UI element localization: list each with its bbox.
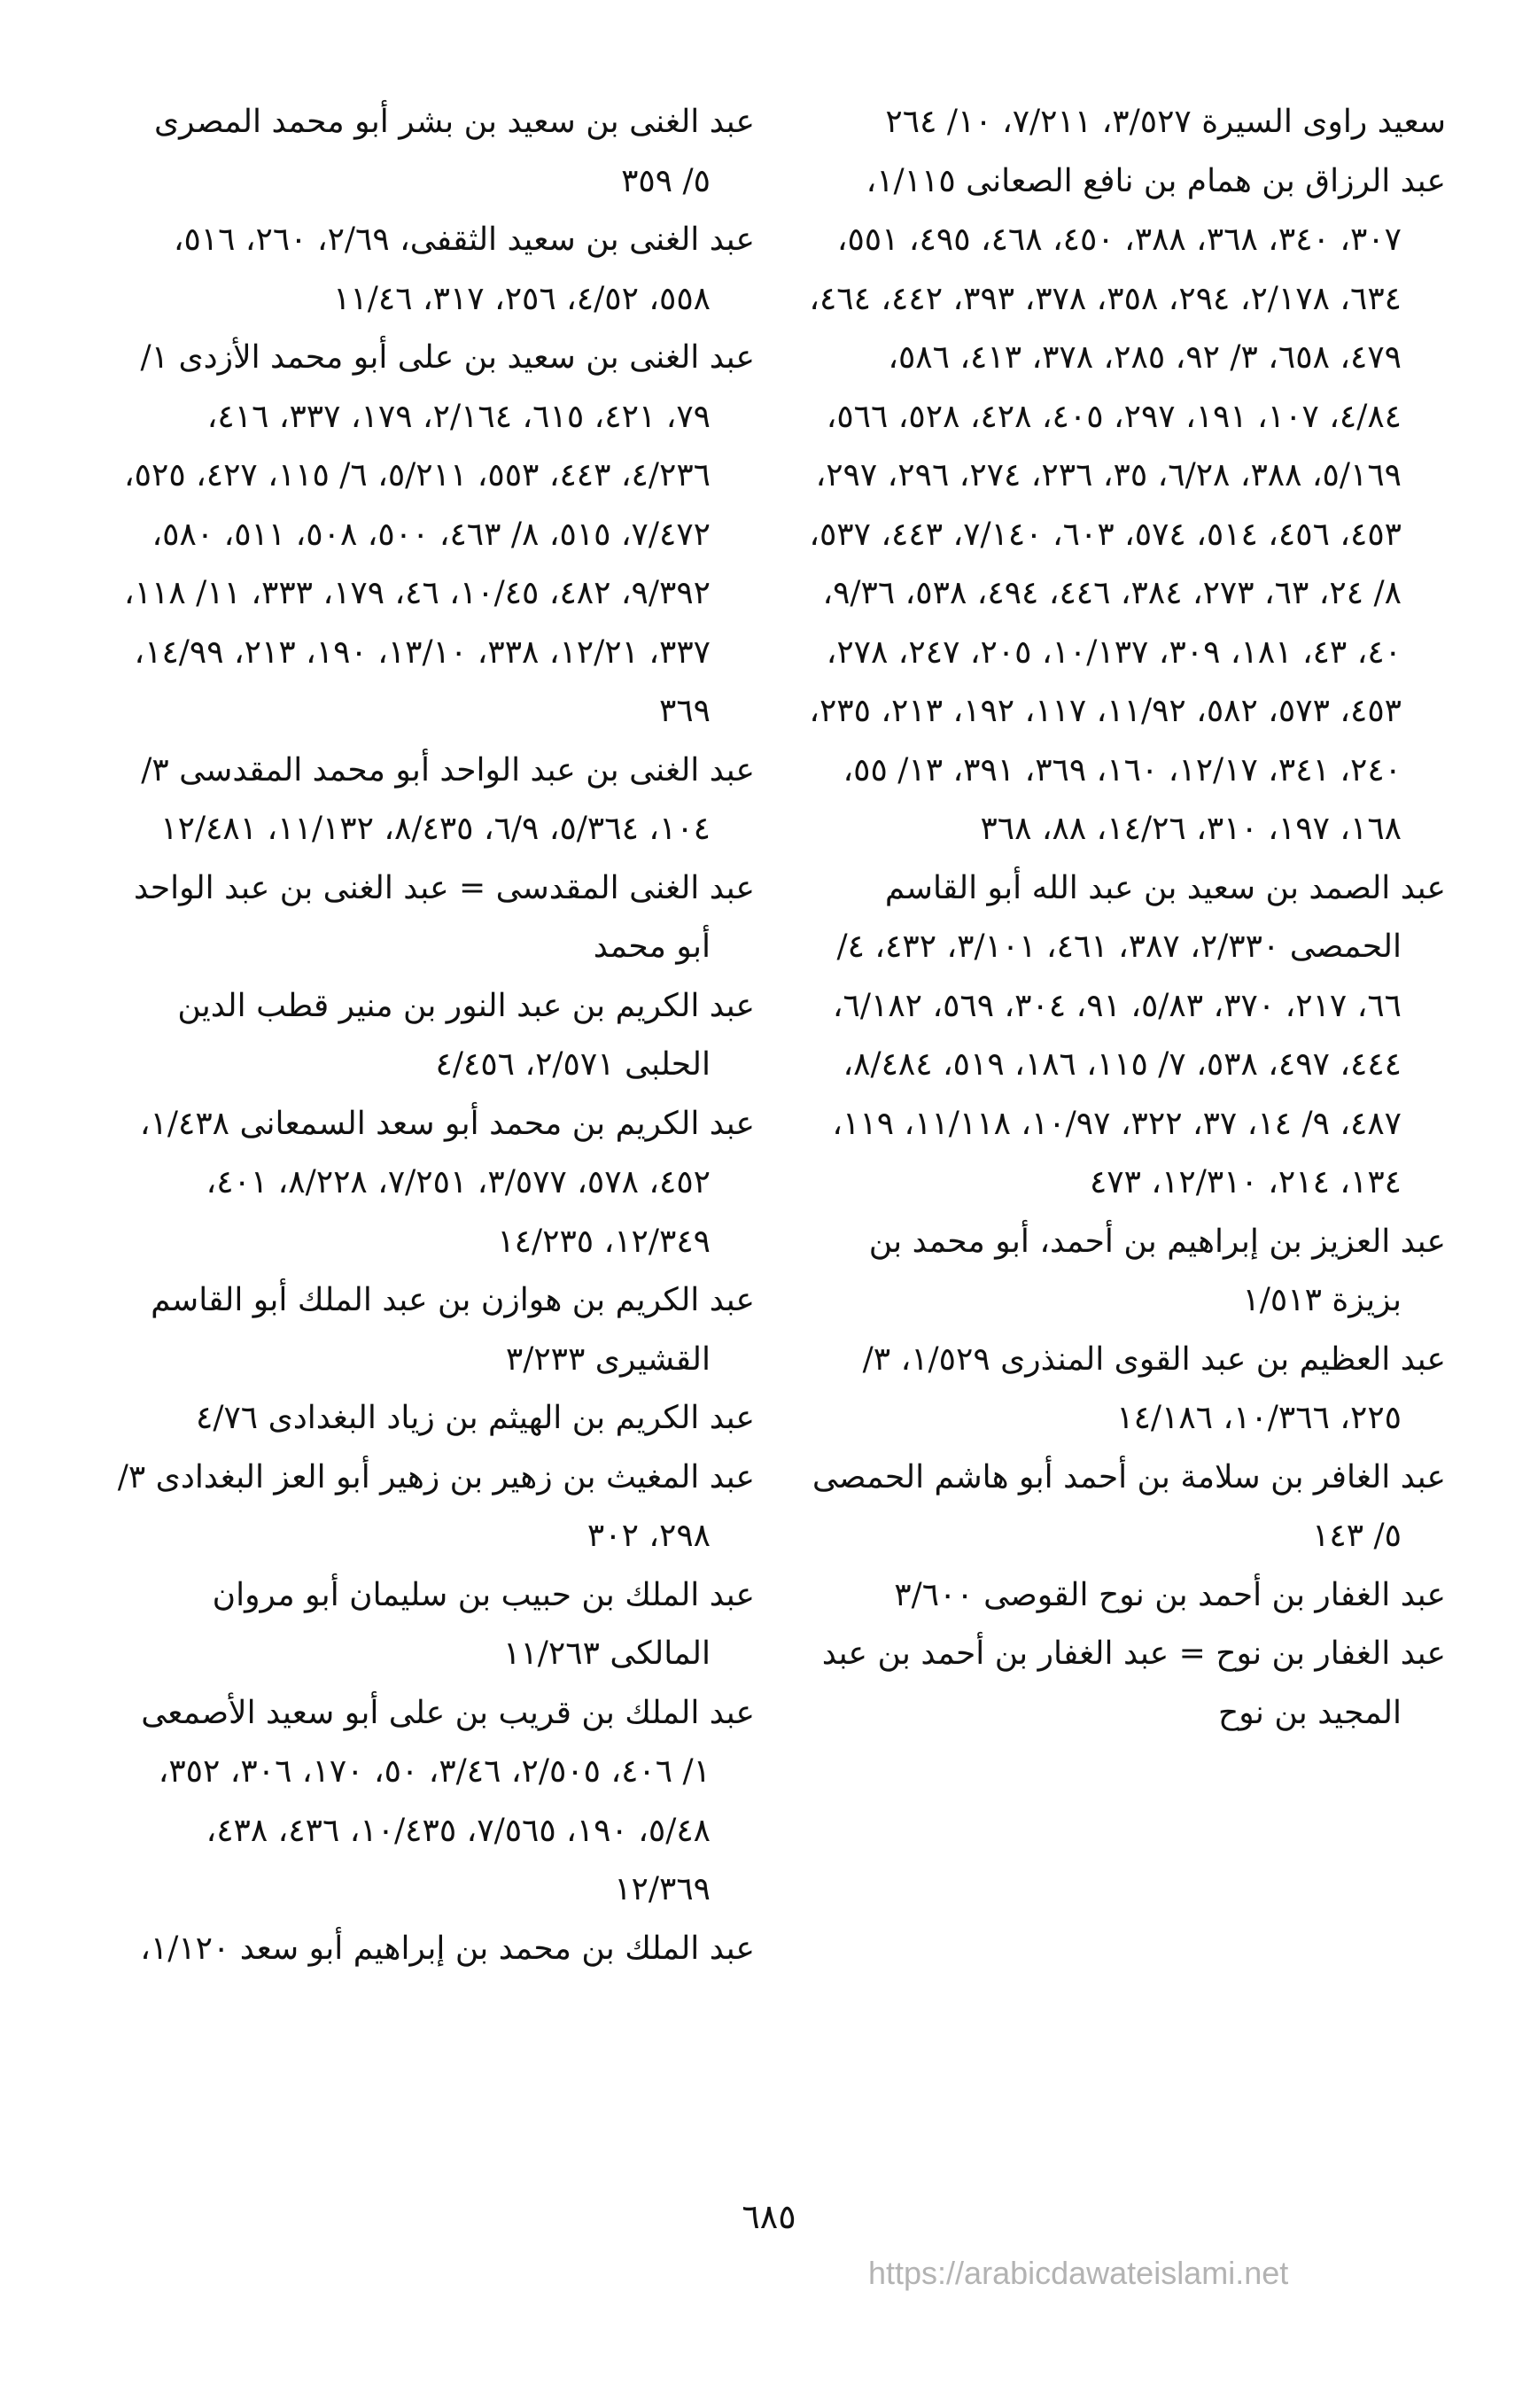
- index-entry: عبد الغافر بن سلامة بن أحمد أبو هاشم الحمصى ٥/ ١٤٣: [812, 1458, 1446, 1554]
- index-entry: عبد الملك بن حبيب بن سليمان أبو مروان المالكى ١١/٢٦٣: [212, 1576, 755, 1672]
- index-entry: عبد الكريم بن محمد أبو سعد السمعانى ١/٤٣٨، ٤٥٢، ٥٧٨، ٣/٥٧٧، ٧/٢٥١، ٨/٢٢٨، ٤٠١، ١٢/٣٤٩، ١٤/٢٣٥: [139, 1105, 755, 1260]
- index-entry: عبد الكريم بن الهيثم بن زياد البغدادى ٤/٧٦: [196, 1400, 755, 1436]
- index-entry: عبد الغنى بن سعيد الثقفى، ٢/٦٩، ٢٦٠، ٥١٦، ٥٥٨، ٤/٥٢، ٢٥٦، ٣١٧، ١١/٤٦: [173, 221, 755, 317]
- index-entry: عبد الملك بن قريب بن على أبو سعيد الأصمعى ١/ ٤٠٦، ٢/٥٠٥، ٣/٤٦، ٥٠، ١٧٠، ٣٠٦، ٣٥٢، ٥/٤٨، ١٩٠، ٧/٥٦٥، ١٠/٤٣٥، ٤٣٦، ٤٣٨، ١٢/٣٦٩: [141, 1694, 755, 1907]
- watermark-url: https://arabicdawateislami.net: [868, 2255, 1289, 2291]
- index-entry: عبد العزيز بن إبراهيم بن أحمد، أبو محمد بن بزيزة ١/٥١٣: [868, 1223, 1446, 1318]
- index-entry: سعيد راوى السيرة ٣/٥٢٧، ٧/٢١١، ١٠/ ٢٦٤: [885, 104, 1446, 140]
- index-entry: عبد العظيم بن عبد القوى المنذرى ١/٥٢٩، ٣/ ٢٢٥، ١٠/٣٦٦، ١٤/١٨٦: [862, 1340, 1446, 1436]
- index-entry: عبد الصمد بن سعيد بن عبد الله أبو القاسم الحمصى ٢/٣٣٠، ٣٨٧، ٤٦١، ٣/١٠١، ٤٣٢، ٤/ ٦٦، ٢١٧، ٣٧٠، ٥/٨٣، ٩١، ٣٠٤، ٥٦٩، ٦/١٨٢، ٤٤٤، ٤٩٧، ٥٣٨، ٧/ ١١٥، ١٨٦، ٥١٩، ٨/٤٨٤، ٤٨٧، ٩/ ١٤، ٣٧، ٣٢٢، ١٠/٩٧، ١١/١١٨، ١١٩، ١٣٤، ٢١٤، ١٢/٣١٠، ٤٧٣: [832, 869, 1446, 1200]
- index-entry: عبد الكريم بن عبد النور بن منير قطب الدين الحلبى ٢/٥٧١، ٤/٤٥٦: [177, 987, 755, 1083]
- index-entry: عبد الكريم بن هوازن بن عبد الملك أبو القاسم القشيرى ٣/٢٣٣: [151, 1282, 755, 1378]
- index-entry: عبد الغفار بن أحمد بن نوح القوصى ٣/٦٠٠: [894, 1576, 1446, 1613]
- index-column-left: [117, 93, 755, 1978]
- index-entry: عبد الغنى بن سعيد بن بشر أبو محمد المصرى ٥/ ٣٥٩: [153, 104, 755, 199]
- page-number: ٦٨٥: [742, 2197, 796, 2236]
- index-entry: عبد الغنى بن عبد الواحد أبو محمد المقدسى ٣/ ١٠٤، ٥/٣٦٤، ٦/٩، ٨/٤٣٥، ١١/١٣٢، ١٢/٤٨١: [141, 751, 755, 847]
- index-entry: عبد الغنى المقدسى = عبد الغنى بن عبد الواحد أبو محمد: [133, 869, 755, 965]
- index-entry: عبد المغيث بن زهير بن زهير أبو العز البغدادى ٣/ ٢٩٨، ٣٠٢: [117, 1458, 755, 1554]
- index-entry: عبد الغنى بن سعيد بن على أبو محمد الأزدى ١/ ٧٩، ٤٢١، ٦١٥، ٢/١٦٤، ١٧٩، ٣٣٧، ٤١٦، ٤/٢٣٦، ٤٤٣، ٥٥٣، ٥/٢١١، ٦/ ١١٥، ٤٢٧، ٥٢٥، ٧/٤٧٢، ٥١٥، ٨/ ٤٦٣، ٥٠٠، ٥٠٨، ٥١١، ٥٨٠، ٩/٣٩٢، ٤٨٢، ١٠/٤٥، ٤٦، ١٧٩، ٣٣٣، ١١/ ١١٨، ٣٣٧، ١٢/٢١، ٣٣٨، ١٣/١٠، ١٩٠، ٢١٣، ١٤/٩٩، ٣٦٩: [124, 339, 755, 729]
- index-entry: عبد الملك بن محمد بن إبراهيم أبو سعد ١/١٢٠،: [140, 1930, 755, 1967]
- index-entry: عبد الرزاق بن همام بن نافع الصعانى ١/١١٥، ٣٠٧، ٣٤٠، ٣٦٨، ٣٨٨، ٤٥٠، ٤٦٨، ٤٩٥، ٥٥١، ٦٣٤، ٢/١٧٨، ٢٩٤، ٣٥٨، ٣٧٨، ٣٩٣، ٤٤٢، ٤٦٤، ٤٧٩، ٦٥٨، ٣/ ٩٢، ٢٨٥، ٣٧٨، ٤١٣، ٥٨٦، ٤/٨٤، ١٠٧، ١٩١، ٢٩٧، ٤٠٥، ٤٢٨، ٥٢٨، ٥٦٦، ٥/١٦٩، ٣٨٨، ٦/٢٨، ٣٥، ٢٣٦، ٢٧٤، ٢٩٦، ٢٩٧، ٤٥٣، ٤٥٦، ٥١٤، ٥٧٤، ٦٠٣، ٧/١٤٠، ٤٤٣، ٥٣٧، ٨/ ٢٤، ٦٣، ٢٧٣، ٣٨٤، ٤٤٦، ٤٩٤، ٥٣٨، ٩/٣٦، ٤٠، ٤٣، ١٨١، ٣٠٩، ١٠/١٣٧، ٢٠٥، ٢٤٧، ٢٧٨، ٤٥٣، ٥٧٣، ٥٨٢، ١١/٩٢، ١١٧، ١٩٢، ٢١٣، ٢٣٥، ٢٤٠، ٣٤١، ١٢/١٧، ١٦٠، ٣٦٩، ٣٩١، ١٣/ ٥٥، ١٦٨، ١٩٧، ٣١٠، ١٤/٢٦، ٨٨، ٣٦٨: [809, 162, 1446, 847]
- index-column-right: [808, 93, 1446, 1743]
- index-entry: عبد الغفار بن نوح = عبد الغفار بن أحمد بن عبد المجيد بن نوح: [821, 1635, 1446, 1731]
